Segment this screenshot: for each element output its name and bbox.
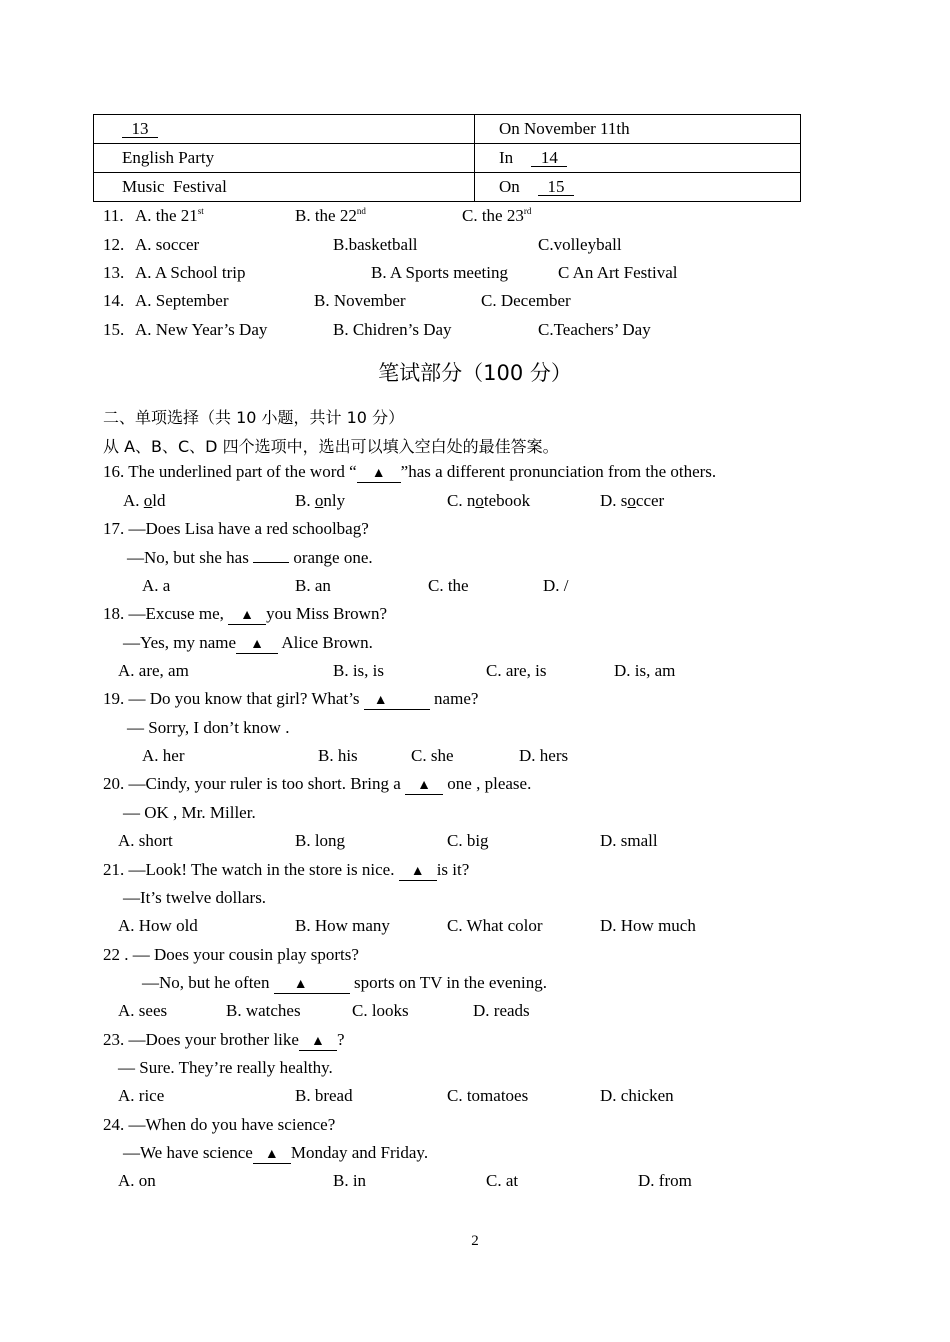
question-line: 17. —Does Lisa have a red schoolbag? <box>103 519 369 538</box>
written-part-title: 笔试部分（100 分） <box>378 361 572 385</box>
blank-14: 14 <box>531 150 567 167</box>
option-a: A. on <box>118 1171 156 1190</box>
question-line: 21. —Look! The watch in the store is nice. ▲ is it? <box>103 860 470 879</box>
option-d: D. How much <box>600 916 696 935</box>
option-a: A. New Year’s Day <box>135 320 268 339</box>
option-b: B. How many <box>295 916 390 935</box>
option-c: C. big <box>447 831 489 850</box>
option-a: A. sees <box>118 1001 168 1020</box>
question-number: 12. <box>103 235 125 254</box>
option-c: C. What color <box>447 916 543 935</box>
option-c: C. the 23rd <box>462 206 532 225</box>
option-b: B. is, is <box>333 661 385 680</box>
option-b: B. A Sports meeting <box>371 263 508 282</box>
option-c: C.volleyball <box>538 235 622 254</box>
answer-line: —It’s twelve dollars. <box>123 888 267 907</box>
option-c: C An Art Festival <box>558 263 678 282</box>
answer-line: — Sorry, I don’t know . <box>127 718 290 737</box>
date-prefix: In <box>499 148 514 167</box>
table-cell-date <box>475 144 801 173</box>
answer-line: —Yes, my name ▲ Alice Brown. <box>123 633 373 652</box>
option-b: B. bread <box>295 1086 353 1105</box>
answer-blank <box>253 562 289 563</box>
question-line: 20. —Cindy, your ruler is too short. Bring a ▲ one , please. <box>103 774 532 793</box>
option-d: D. soccer <box>600 491 665 510</box>
option-b: B. only <box>295 491 346 510</box>
table-row <box>94 115 801 144</box>
answer-line: — Sure. They’re really healthy. <box>118 1058 333 1077</box>
answer-line: —No, but she has orange one. <box>127 548 373 567</box>
question-number: 15. <box>103 320 125 339</box>
question-number: 14. <box>103 291 125 310</box>
answer-blank: ▲ <box>253 1147 291 1164</box>
option-c: C.Teachers’ Day <box>538 320 651 339</box>
blank-13: 13 <box>122 121 158 138</box>
option-b: B.basketball <box>333 235 418 254</box>
option-c: C. the <box>428 576 469 595</box>
table-cell-date <box>475 173 801 202</box>
option-c: C. tomatoes <box>447 1086 529 1105</box>
section-heading: 二、单项选择（共 10 小题，共计 10 分） <box>103 408 405 427</box>
date-prefix: On <box>499 177 520 196</box>
option-d: D. small <box>600 831 658 850</box>
answer-blank: ▲ <box>357 466 401 483</box>
table-cell-event <box>94 144 475 173</box>
question-line: 22 . — Does your cousin play sports? <box>103 945 359 964</box>
option-a: A. rice <box>118 1086 165 1105</box>
option-a: A. are, am <box>118 661 189 680</box>
option-a: A. September <box>135 291 229 310</box>
option-c: C. she <box>411 746 454 765</box>
option-b: B. the 22nd <box>295 206 366 225</box>
question-number: 11. <box>103 206 124 225</box>
question-line: 19. — Do you know that girl? What’s ▲ name? <box>103 689 479 708</box>
answer-blank: ▲ <box>399 864 437 881</box>
option-b: B. Chidren’s Day <box>333 320 452 339</box>
table-cell-event <box>94 115 475 144</box>
option-d: D. hers <box>519 746 569 765</box>
option-a: A. the 21st <box>135 206 204 225</box>
option-a: A. a <box>142 576 171 595</box>
answer-blank: ▲ <box>364 693 430 710</box>
instruction-text: 从 A、B、C、D 四个选项中，选出可以填入空白处的最佳答案。 <box>103 437 559 456</box>
option-a: A. A School trip <box>135 263 246 282</box>
event-text: Music Festival <box>122 177 227 196</box>
option-b: B. November <box>314 291 406 310</box>
option-b: B. long <box>295 831 346 850</box>
answer-blank: ▲ <box>228 608 266 625</box>
page-number: 2 <box>471 1233 479 1249</box>
answer-line: —No, but he often ▲ sports on TV in the evening. <box>142 973 547 992</box>
event-text: English Party <box>122 148 215 167</box>
option-d: D. is, am <box>614 661 676 680</box>
answer-blank: ▲ <box>299 1034 337 1051</box>
option-b: B. in <box>333 1171 367 1190</box>
question-stem: 16. The underlined part of the word “ ▲ ”has a different pronunciation from the others. <box>103 462 717 481</box>
answer-blank: ▲ <box>405 778 443 795</box>
question-line: 18. —Excuse me, ▲ you Miss Brown? <box>103 604 388 623</box>
option-c: C. notebook <box>447 491 531 510</box>
option-d: D. / <box>543 576 569 595</box>
option-a: A. soccer <box>135 235 200 254</box>
option-a: A. How old <box>118 916 198 935</box>
question-line: 24. —When do you have science? <box>103 1115 336 1134</box>
table-cell-date <box>475 115 801 144</box>
option-d: D. reads <box>473 1001 530 1020</box>
option-b: B. an <box>295 576 331 595</box>
answer-line: —We have science ▲ Monday and Friday. <box>123 1143 429 1162</box>
option-b: B. watches <box>226 1001 301 1020</box>
option-a: A. short <box>118 831 173 850</box>
events-table <box>93 114 801 202</box>
table-row <box>94 173 801 202</box>
option-c: C. December <box>481 291 571 310</box>
option-c: C. at <box>486 1171 519 1190</box>
question-line: 23. —Does your brother like ▲ ? <box>103 1030 345 1049</box>
table-cell-event <box>94 173 475 202</box>
answer-blank: ▲ <box>274 977 350 994</box>
table-row <box>94 144 801 173</box>
option-d: D. from <box>638 1171 692 1190</box>
blank-15: 15 <box>538 179 574 196</box>
option-c: C. looks <box>352 1001 409 1020</box>
option-a: A. her <box>142 746 185 765</box>
date-text: On November 11th <box>499 119 630 138</box>
answer-blank: ▲ <box>236 637 278 654</box>
option-a: A. old <box>123 491 166 510</box>
question-number: 13. <box>103 263 125 282</box>
answer-line: — OK , Mr. Miller. <box>123 803 256 822</box>
option-d: D. chicken <box>600 1086 674 1105</box>
option-c: C. are, is <box>486 661 547 680</box>
option-b: B. his <box>318 746 358 765</box>
